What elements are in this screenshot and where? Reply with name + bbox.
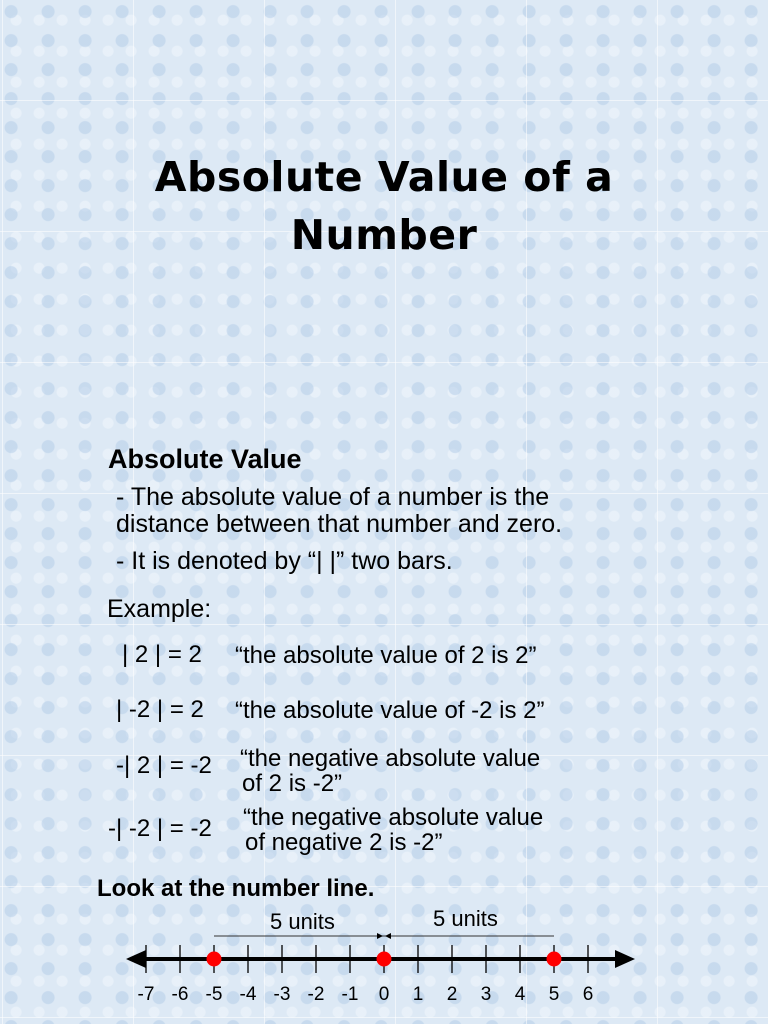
tick-label: -6 — [171, 984, 189, 1005]
marked-point — [377, 952, 392, 967]
tick-label: 5 — [548, 984, 560, 1005]
slide-title-line-1: Absolute Value of a — [154, 153, 614, 201]
example-explanation-line-1: “the negative absolute value — [240, 745, 541, 772]
section-heading: Absolute Value — [108, 444, 302, 474]
example-expression: | 2 | = 2 — [122, 641, 202, 668]
tick-label: -2 — [307, 984, 325, 1005]
tick-label: -3 — [273, 984, 291, 1005]
marked-point — [547, 952, 562, 967]
example-explanation-line-2: of negative 2 is -2” — [245, 829, 443, 856]
tick-label: -1 — [341, 984, 359, 1005]
span-arrow-icon — [377, 933, 383, 939]
example-explanation-line-2: of 2 is -2” — [242, 770, 343, 797]
number-line — [0, 920, 768, 1024]
tick-label: 1 — [412, 984, 424, 1005]
tick-label: 0 — [378, 984, 390, 1005]
left-span-label: 5 units — [270, 909, 335, 934]
tick-label: -5 — [205, 984, 223, 1005]
right-span-label: 5 units — [433, 906, 498, 931]
slide-title-line-2: Number — [290, 211, 478, 259]
span-arrow-icon — [385, 933, 391, 939]
number-line-prompt: Look at the number line. — [97, 875, 375, 902]
definition-line-1: - The absolute value of a number is the — [116, 483, 550, 511]
tick-label: 6 — [582, 984, 594, 1005]
example-explanation: “the absolute value of -2 is 2” — [235, 697, 545, 724]
right-arrow-icon — [615, 950, 635, 968]
example-label: Example: — [107, 595, 212, 623]
left-arrow-icon — [126, 950, 146, 968]
tick-label: 3 — [480, 984, 492, 1005]
tick-label: 4 — [514, 984, 526, 1005]
example-expression: -| -2 | = -2 — [108, 815, 212, 842]
example-expression: | -2 | = 2 — [116, 696, 204, 723]
tick-label: -4 — [239, 984, 257, 1005]
slide-title — [0, 148, 768, 264]
example-expression: -| 2 | = -2 — [116, 752, 212, 779]
marked-point — [207, 952, 222, 967]
example-explanation-line-1: “the negative absolute value — [243, 804, 544, 831]
tick-label: -7 — [137, 984, 155, 1005]
example-explanation: “the absolute value of 2 is 2” — [235, 642, 537, 669]
definition-line-2: distance between that number and zero. — [116, 510, 563, 538]
tick-label: 2 — [446, 984, 458, 1005]
notation-text: - It is denoted by “| |” two bars. — [116, 547, 453, 575]
